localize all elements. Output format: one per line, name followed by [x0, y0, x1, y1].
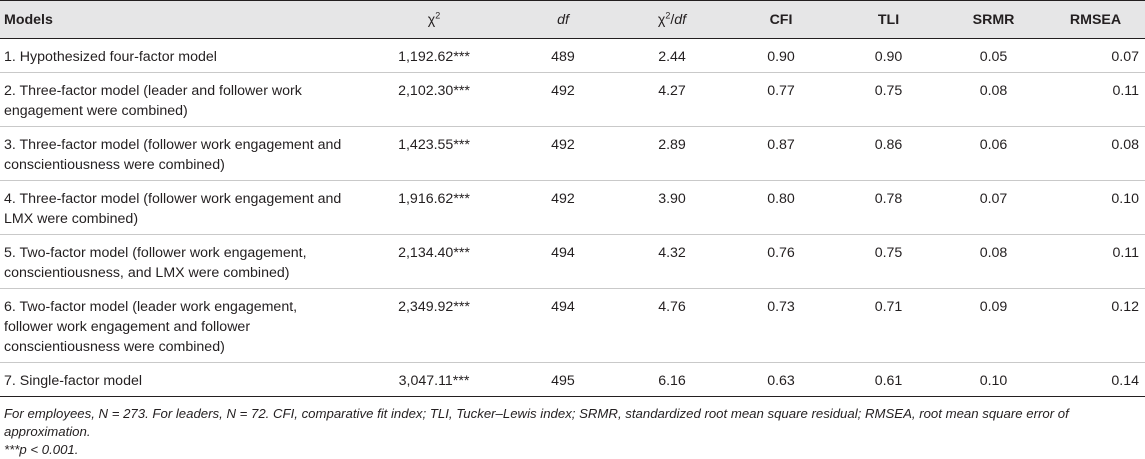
cell-model: 6. Two-factor model (leader work engagement, follower work engagement and follower conscientiousness were combined): [4, 299, 298, 355]
cell-chi-square: 1,916.62***: [398, 191, 470, 207]
cell-chi-square: 2,349.92***: [398, 299, 470, 315]
header-df: df: [508, 1, 618, 39]
cell-ratio: 3.90: [658, 191, 686, 207]
ratio-df: df: [674, 11, 687, 28]
cell-srmr: 0.06: [979, 137, 1008, 153]
cell-rmsea: 0.08: [1111, 137, 1139, 153]
cell-model: 3. Three-factor model (follower work engagement and conscientiousness were combined): [4, 137, 342, 173]
ratio-chi-symbol: χ: [657, 11, 666, 28]
cell-rmsea: 0.10: [1111, 191, 1139, 207]
header-cfi: CFI: [726, 1, 836, 39]
cell-ratio: 2.89: [658, 137, 686, 153]
cell-cfi: 0.90: [767, 49, 795, 65]
cell-srmr: 0.09: [979, 299, 1008, 315]
cell-chi-square: 2,134.40***: [398, 245, 470, 261]
cell-ratio: 2.44: [658, 49, 686, 65]
cell-chi-square: 1,192.62***: [398, 49, 470, 65]
chi-symbol: χ: [427, 11, 436, 28]
cell-cfi: 0.76: [767, 245, 795, 261]
header-models: Models: [0, 1, 360, 39]
cell-ratio: 4.32: [658, 245, 686, 261]
cell-ratio: 6.16: [658, 373, 686, 389]
cell-cfi: 0.87: [767, 137, 795, 153]
cell-ratio: 4.76: [658, 299, 686, 315]
table-row: [0, 181, 1145, 235]
cell-chi-square: 2,102.30***: [398, 83, 470, 99]
table-row: [0, 127, 1145, 181]
cell-chi-square: 1,423.55***: [398, 137, 470, 153]
cell-model: 1. Hypothesized four-factor model: [4, 49, 217, 65]
footnote-significance: ***p < 0.001.: [4, 442, 79, 457]
chi-superscript: 2: [435, 9, 441, 20]
cell-tli: 0.75: [874, 245, 903, 261]
cell-rmsea: 0.14: [1111, 373, 1139, 389]
cell-df: 494: [551, 299, 575, 315]
cell-cfi: 0.80: [767, 191, 795, 207]
table-header-row: [0, 1, 1145, 39]
cell-srmr: 0.07: [979, 191, 1008, 207]
cell-tli: 0.71: [874, 299, 903, 315]
table-row: [0, 235, 1145, 289]
table-row: [0, 363, 1145, 397]
cell-model: 5. Two-factor model (follower work engagement, conscientiousness, and LMX were combined): [4, 245, 307, 281]
cell-tli: 0.61: [874, 373, 903, 389]
cell-tli: 0.75: [874, 83, 903, 99]
cell-df: 492: [551, 191, 575, 207]
cell-model: 2. Three-factor model (leader and follower work engagement were combined): [4, 83, 302, 119]
cell-srmr: 0.10: [979, 373, 1008, 389]
footnote-abbreviations: For employees, N = 273. For leaders, N = 72. CFI, comparative fit index; TLI, Tucker–Lewis index; SRMR, standardized root mean square residual; RMSEA, root mean square error of approximation.: [4, 406, 1069, 439]
cell-cfi: 0.63: [767, 373, 795, 389]
table-footnotes: [0, 397, 1145, 459]
cell-srmr: 0.08: [979, 83, 1008, 99]
table-row: [0, 39, 1145, 73]
cell-model: 4. Three-factor model (follower work engagement and LMX were combined): [4, 191, 342, 227]
cell-df: 489: [551, 49, 575, 65]
ratio-superscript: 2: [665, 9, 671, 20]
cell-srmr: 0.08: [979, 245, 1008, 261]
table-row: [0, 289, 1145, 363]
cell-tli: 0.86: [874, 137, 903, 153]
cell-df: 492: [551, 137, 575, 153]
cell-df: 495: [551, 373, 575, 389]
header-tli: TLI: [836, 1, 941, 39]
cell-rmsea: 0.12: [1111, 299, 1139, 315]
cell-rmsea: 0.11: [1112, 245, 1139, 261]
ratio-slash: /: [670, 11, 675, 28]
cell-ratio: 4.27: [658, 83, 686, 99]
cell-rmsea: 0.07: [1111, 49, 1139, 65]
cell-chi-square: 3,047.11***: [398, 373, 470, 389]
cell-cfi: 0.77: [767, 83, 795, 99]
cell-rmsea: 0.11: [1112, 83, 1139, 99]
cell-cfi: 0.73: [767, 299, 795, 315]
cell-model: 7. Single-factor model: [4, 373, 143, 389]
header-rmsea: RMSEA: [1046, 1, 1145, 39]
header-chi-square: [360, 1, 508, 39]
cell-df: 494: [551, 245, 575, 261]
cell-tli: 0.90: [874, 49, 903, 65]
header-srmr: SRMR: [941, 1, 1046, 39]
header-chi-square-df: [618, 1, 726, 39]
table-row: [0, 73, 1145, 127]
cell-df: 492: [551, 83, 575, 99]
cell-tli: 0.78: [874, 191, 903, 207]
cell-srmr: 0.05: [979, 49, 1008, 65]
